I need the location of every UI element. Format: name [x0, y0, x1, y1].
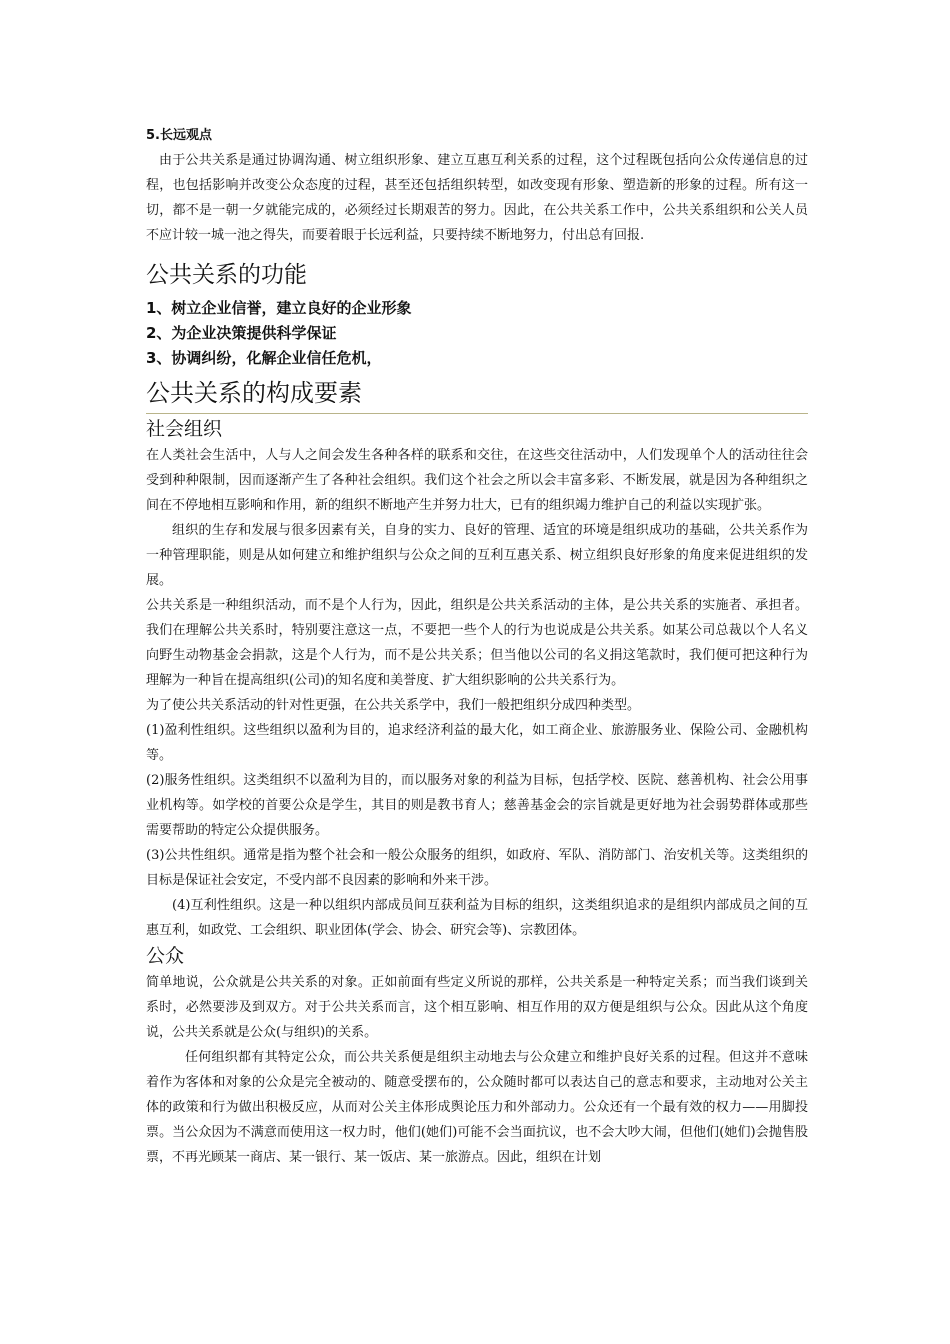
- function-item-1: 1、树立企业信誉，建立良好的企业形象: [146, 299, 412, 317]
- organization-paragraph-2: 组织的生存和发展与很多因素有关，自身的实力、良好的管理、适宜的环境是组织成功的基础，公共关系作为一种管理职能，则是从如何建立和维护组织与公众之间的互利互惠关系、树立组织良好形象的角度来促进组织的发展。: [146, 523, 808, 588]
- organization-paragraph-4: 为了使公共关系活动的针对性更强，在公共关系学中，我们一般把组织分成四种类型。: [146, 698, 641, 713]
- public-paragraph-2: 任何组织都有其特定公众，而公共关系便是组织主动地去与公众建立和维护良好关系的过程。但这并不意味着作为客体和对象的公众是完全被动的、随意受摆布的，公众随时都可以表达自己的意志和要求，主动地对公关主体的政策和行为做出积极反应，从而对公关主体形成舆论压力和外部动力。公众还有一个最有效的权力——用脚投票。当公众因为不满意而使用这一权力时，他们(她们)可能不会当面抗议，也不会大吵大闹，但他们(她们)会抛售股票，不再光顾某一商店、某一银行、某一饭店、某一旅游点。因此，组织在计划: [146, 1050, 808, 1165]
- function-item-2: 2、为企业决策提供科学保证: [146, 324, 337, 342]
- organization-paragraph-3: 公共关系是一种组织活动，而不是个人行为，因此，组织是公共关系活动的主体，是公共关系的实施者、承担者。我们在理解公共关系时，特别要注意这一点，不要把一些个人的行为也说成是公共关系。如某公司总裁以个人名义向野生动物基金会捐款，这是个人行为，而不是公共关系；但当他以公司的名义捐这笔款时，我们便可把这种行为理解为一种旨在提高组织(公司)的知名度和美誉度、扩大组织影响的公共关系行为。: [146, 598, 808, 688]
- organization-type-4: (4)互利性组织。这是一种以组织内部成员间互获利益为目标的组织，这类组织追求的是组织内部成员之间的互惠互利，如政党、工会组织、职业团体(学会、协会、研究会等)、宗教团体。: [146, 898, 808, 938]
- organization-heading: 社会组织: [146, 418, 223, 440]
- document-page: [146, 124, 808, 1170]
- organization-type-3: (3)公共性组织。通常是指为整个社会和一般公众服务的组织，如政府、军队、消防部门、治安机关等。这类组织的目标是保证社会安定，不受内部不良因素的影响和外来干涉。: [146, 848, 808, 888]
- section-heading-long-term: 5.长远观点: [146, 128, 212, 143]
- organization-type-1: (1)盈利性组织。这些组织以盈利为目的，追求经济利益的最大化，如工商企业、旅游服务业、保险公司、金融机构等。: [146, 723, 808, 763]
- elements-heading: 公共关系的构成要素: [146, 379, 362, 407]
- public-paragraph-1: 简单地说，公众就是公共关系的对象。正如前面有些定义所说的那样，公共关系是一种特定关系；而当我们谈到关系时，必然要涉及到双方。对于公共关系而言，这个相互影响、相互作用的双方便是组织与公众。因此从这个角度说，公共关系就是公众(与组织)的关系。: [146, 975, 808, 1040]
- organization-type-2: (2)服务性组织。这类组织不以盈利为目的，而以服务对象的利益为目标，包括学校、医院、慈善机构、社会公用事业机构等。如学校的首要公众是学生，其目的则是教书育人；慈善基金会的宗旨就是更好地为社会弱势群体或那些需要帮助的特定公众提供服务。: [146, 773, 808, 838]
- organization-paragraph-1: 在人类社会生活中，人与人之间会发生各种各样的联系和交往，在这些交往活动中，人们发现单个人的活动往往会受到种种限制，因而逐渐产生了各种社会组织。我们这个社会之所以会丰富多彩、不断发展，就是因为各种组织之间在不停地相互影响和作用，新的组织不断地产生并努力壮大，已有的组织竭力维护自己的利益以实现扩张。: [146, 448, 808, 513]
- function-item-3: 3、协调纠纷，化解企业信任危机，: [146, 349, 382, 367]
- heading-divider: [146, 413, 808, 414]
- public-heading: 公众: [146, 945, 185, 967]
- paragraph-long-term: 由于公共关系是通过协调沟通、树立组织形象、建立互惠互利关系的过程，这个过程既包括向公众传递信息的过程，也包括影响并改变公众态度的过程，甚至还包括组织转型，如改变现有形象、塑造新的形象的过程。所有这一切，都不是一朝一夕就能完成的，必须经过长期艰苦的努力。因此，在公共关系工作中，公共关系组织和公关人员不应计较一城一池之得失，而要着眼于长远利益，只要持续不断地努力，付出总有回报.: [146, 153, 808, 243]
- functions-heading: 公共关系的功能: [146, 262, 307, 288]
